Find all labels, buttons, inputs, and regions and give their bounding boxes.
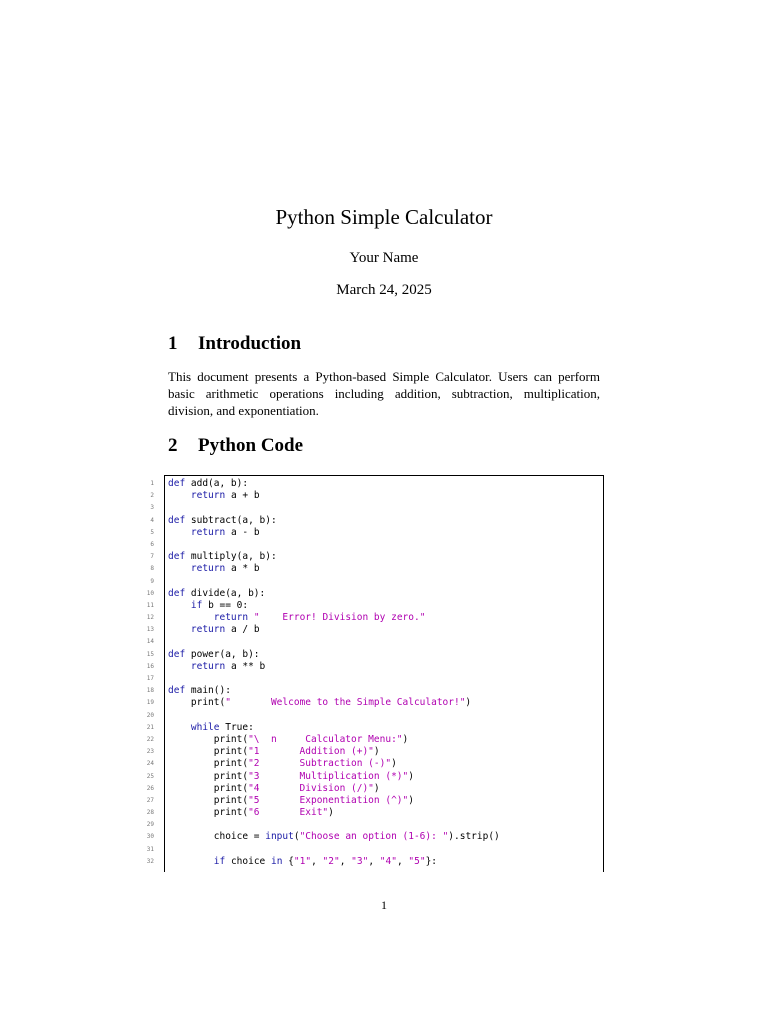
document-date: March 24, 2025 bbox=[336, 282, 432, 298]
code-listing bbox=[168, 478, 600, 868]
code-text: , bbox=[339, 855, 352, 867]
code-text bbox=[168, 527, 191, 538]
code-text: a - b bbox=[225, 526, 260, 538]
code-keyword: return bbox=[190, 563, 226, 575]
code-string: "4" bbox=[379, 855, 397, 867]
line-number: 30 bbox=[146, 833, 154, 841]
line-number: 24 bbox=[146, 760, 154, 768]
code-string: "4 Division (/)" bbox=[248, 782, 374, 794]
line-number: 1 bbox=[150, 480, 154, 487]
code-text: ) bbox=[391, 758, 397, 770]
code-string: "2" bbox=[322, 855, 340, 867]
line-number: 19 bbox=[146, 699, 154, 707]
code-keyword: def bbox=[168, 587, 186, 599]
section-heading-python-code bbox=[168, 435, 303, 457]
line-number: 8 bbox=[150, 565, 154, 573]
line-number: 12 bbox=[146, 614, 154, 622]
code-keyword: if bbox=[213, 855, 226, 867]
code-string: "Choose an option (1-6): " bbox=[299, 831, 449, 843]
code-text: , bbox=[311, 855, 323, 867]
code-text: ) bbox=[402, 733, 409, 745]
code-keyword: def bbox=[168, 648, 186, 660]
code-line bbox=[168, 758, 600, 770]
line-number: 15 bbox=[146, 650, 154, 658]
line-number: 2 bbox=[150, 492, 154, 500]
code-string: "1 Addition (+)" bbox=[248, 746, 374, 758]
code-line bbox=[168, 831, 600, 843]
line-number: 25 bbox=[146, 772, 154, 780]
code-text bbox=[168, 612, 214, 623]
code-line bbox=[168, 807, 600, 819]
code-line bbox=[168, 722, 600, 734]
line-number: 17 bbox=[146, 675, 154, 682]
code-line bbox=[168, 685, 600, 697]
code-line bbox=[168, 795, 600, 807]
code-string: "1" bbox=[293, 855, 312, 867]
line-number: 21 bbox=[146, 723, 154, 731]
line-number: 28 bbox=[146, 809, 154, 817]
code-text: print( bbox=[168, 782, 249, 794]
code-line bbox=[168, 539, 600, 551]
line-number: 27 bbox=[146, 796, 154, 804]
line-number: 5 bbox=[150, 528, 154, 536]
line-number: 6 bbox=[150, 540, 154, 548]
line-number: 29 bbox=[146, 821, 154, 829]
code-line bbox=[168, 856, 600, 868]
code-line bbox=[168, 844, 600, 856]
code-text: choice bbox=[225, 855, 271, 867]
code-keyword: def bbox=[168, 551, 186, 563]
line-number: 13 bbox=[146, 626, 154, 634]
code-keyword: input bbox=[265, 831, 294, 843]
code-line bbox=[168, 612, 600, 624]
code-string: " Welcome to the Simple Calculator!" bbox=[225, 697, 466, 709]
code-line bbox=[168, 490, 600, 502]
section-number: 2 bbox=[168, 435, 178, 456]
code-keyword: def bbox=[168, 478, 186, 489]
line-number: 9 bbox=[150, 577, 154, 585]
line-number: 16 bbox=[146, 662, 154, 670]
section-title: Introduction bbox=[198, 333, 302, 354]
code-line bbox=[168, 710, 600, 722]
code-text: , bbox=[396, 855, 409, 867]
code-line bbox=[168, 600, 600, 612]
line-number: 7 bbox=[150, 553, 154, 561]
code-line bbox=[168, 563, 600, 575]
code-keyword: def bbox=[168, 685, 186, 697]
code-string: "6 Exit" bbox=[248, 807, 329, 819]
line-number: 10 bbox=[146, 589, 154, 597]
code-text bbox=[168, 624, 191, 635]
code-line bbox=[168, 515, 600, 527]
code-text: b == 0: bbox=[202, 599, 249, 611]
section-heading-introduction bbox=[168, 333, 301, 355]
code-text: power(a, b): bbox=[185, 648, 260, 660]
line-number: 14 bbox=[146, 638, 154, 646]
code-text: a / b bbox=[225, 624, 260, 636]
code-text: ) bbox=[328, 807, 334, 819]
code-string: "5 Exponentiation (^)" bbox=[248, 794, 409, 806]
code-text: ) bbox=[373, 782, 380, 794]
code-string: "\ n Calculator Menu:" bbox=[248, 733, 403, 745]
code-line bbox=[168, 576, 600, 588]
code-text: }: bbox=[425, 855, 438, 867]
code-text: ) bbox=[408, 770, 414, 782]
code-keyword: return bbox=[190, 526, 226, 538]
line-number: 32 bbox=[146, 857, 154, 865]
document-author: Your Name bbox=[349, 250, 419, 266]
line-number: 26 bbox=[146, 784, 154, 792]
code-text: print( bbox=[168, 770, 249, 782]
code-line bbox=[168, 502, 600, 514]
code-text: main(): bbox=[185, 685, 231, 697]
line-number: 31 bbox=[146, 845, 154, 853]
code-text: print( bbox=[168, 733, 249, 745]
code-text bbox=[168, 490, 191, 501]
code-line bbox=[168, 771, 600, 783]
line-number: 18 bbox=[146, 687, 154, 695]
code-line bbox=[168, 673, 600, 685]
code-text bbox=[168, 856, 214, 867]
code-keyword: return bbox=[190, 490, 226, 502]
code-text bbox=[168, 563, 191, 574]
line-number: 22 bbox=[146, 735, 154, 743]
code-text bbox=[168, 722, 191, 733]
code-keyword: def bbox=[168, 514, 186, 526]
code-keyword: return bbox=[190, 624, 226, 636]
code-text: choice = bbox=[168, 831, 266, 843]
code-keyword: while bbox=[190, 721, 220, 733]
code-text: ) bbox=[373, 746, 380, 758]
code-text: a ** b bbox=[225, 660, 266, 672]
code-line bbox=[168, 819, 600, 831]
code-text: ) bbox=[465, 697, 472, 709]
code-keyword: if bbox=[190, 599, 203, 611]
code-keyword: return bbox=[213, 612, 249, 624]
code-text: ).strip() bbox=[448, 831, 500, 843]
code-text: a * b bbox=[225, 563, 260, 575]
section-number: 1 bbox=[168, 333, 178, 354]
line-number: 20 bbox=[146, 711, 154, 719]
code-line bbox=[168, 588, 600, 600]
code-line bbox=[168, 636, 600, 648]
code-line bbox=[168, 661, 600, 673]
code-text: print( bbox=[168, 794, 249, 806]
code-text: print( bbox=[168, 807, 249, 819]
code-text: divide(a, b): bbox=[185, 587, 266, 599]
code-line bbox=[168, 478, 600, 490]
code-string: " Error! Division by zero." bbox=[253, 612, 426, 624]
code-keyword: in bbox=[270, 855, 283, 867]
code-text: multiply(a, b): bbox=[185, 551, 277, 563]
code-text: print( bbox=[168, 758, 249, 770]
code-text: ) bbox=[408, 794, 414, 806]
code-line bbox=[168, 697, 600, 709]
code-line bbox=[168, 551, 600, 563]
code-text: a + b bbox=[225, 490, 260, 502]
code-text: , bbox=[368, 855, 380, 867]
code-text: subtract(a, b): bbox=[185, 514, 277, 526]
code-string: "3 Multiplication (*)" bbox=[248, 770, 409, 782]
code-text: add(a, b): bbox=[185, 478, 249, 489]
intro-paragraph: This document presents a Python-based Simple Calculator. Users can perform basic arithmetic operations including addition, subtraction, multiplication, division, and exponentiation. bbox=[168, 369, 600, 418]
code-text: { bbox=[282, 855, 294, 867]
code-line bbox=[168, 746, 600, 758]
code-text bbox=[168, 600, 191, 611]
code-text bbox=[168, 661, 191, 672]
code-line bbox=[168, 527, 600, 539]
line-number: 3 bbox=[150, 504, 154, 512]
code-keyword: return bbox=[190, 660, 226, 672]
line-number: 11 bbox=[146, 601, 154, 609]
code-text: ( bbox=[293, 831, 300, 843]
code-text: True: bbox=[219, 721, 254, 733]
code-line bbox=[168, 734, 600, 746]
page-number: 1 bbox=[381, 898, 387, 912]
code-text: print( bbox=[168, 697, 226, 709]
code-line bbox=[168, 783, 600, 795]
code-line bbox=[168, 649, 600, 661]
code-line bbox=[168, 624, 600, 636]
line-number: 4 bbox=[150, 516, 154, 524]
code-string: "3" bbox=[351, 855, 369, 867]
code-string: "5" bbox=[408, 855, 426, 867]
document-title: Python Simple Calculator bbox=[275, 205, 493, 229]
code-line-numbers bbox=[130, 478, 154, 868]
code-string: "2 Subtraction (-)" bbox=[248, 758, 392, 770]
line-number: 23 bbox=[146, 748, 154, 756]
section-title: Python Code bbox=[198, 435, 304, 456]
code-text: print( bbox=[168, 746, 249, 758]
